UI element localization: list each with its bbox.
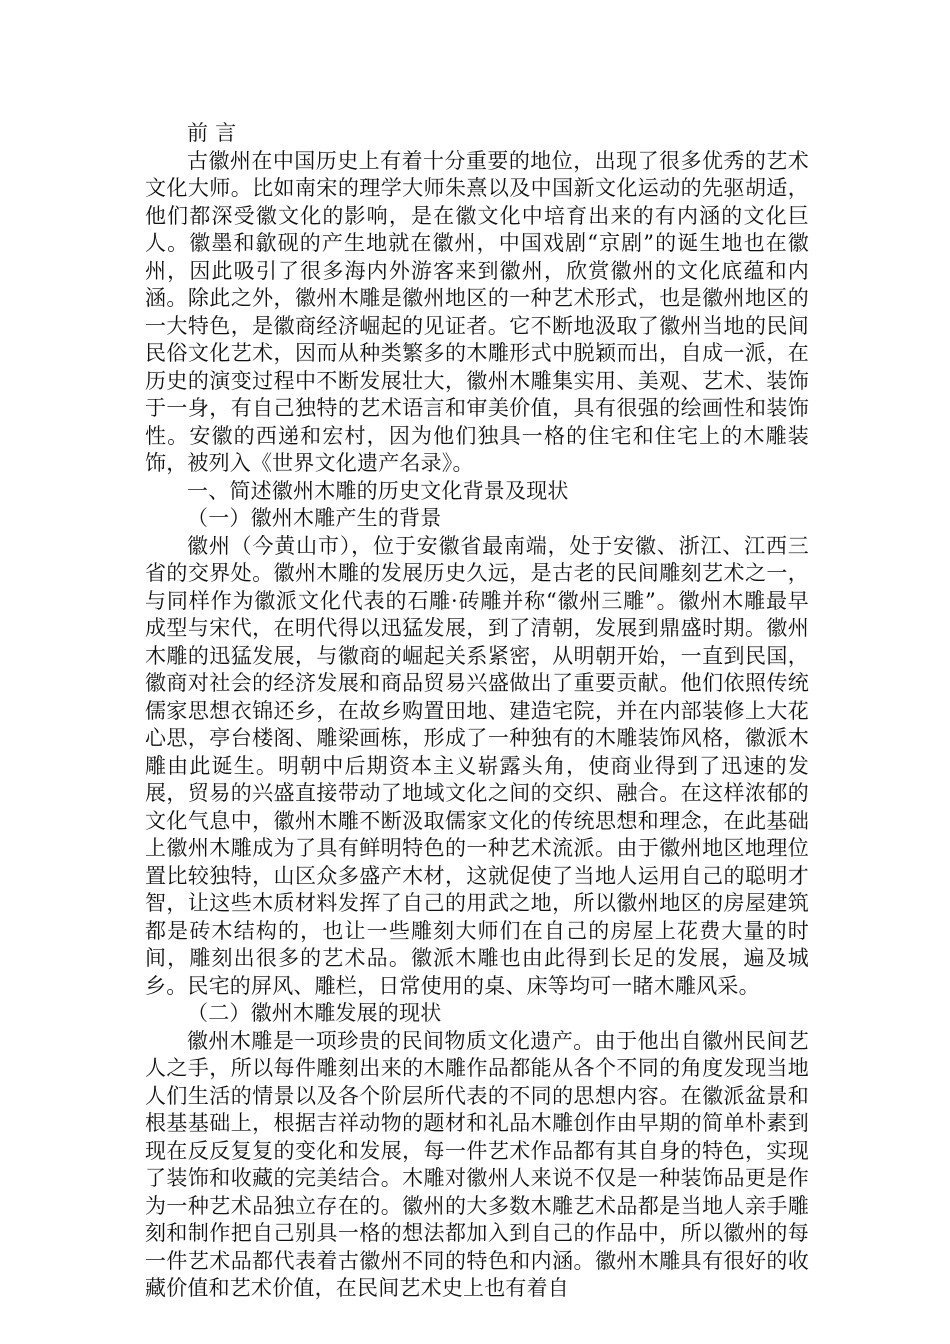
preface-paragraph: 古徽州在中国历史上有着十分重要的地位，出现了很多优秀的艺术文化大师。比如南宋的理学大师朱熹以及中国新文化运动的先驱胡适，他们都深受徽文化的影响，是在徽文化中培育出来的有内涵的文化巨人。徽墨和歙砚的产生地就在徽州，中国戏剧“京剧”的诞生地也在徽州，因此吸引了很多海内外游客来到徽州，欣赏徽州的文化底蕴和内涵。除此之外，徽州木雕是徽州地区的一种艺术形式，也是徽州地区的一大特色，是徽商经济崛起的见证者。它不断地汲取了徽州当地的民间民俗文化艺术，因而从种类繁多的木雕形式中脱颖而出，自成一派，在历史的演变过程中不断发展壮大，徽州木雕集实用、美观、艺术、装饰于一身，有自己独特的艺术语言和审美价值，具有很强的绘画性和装饰性。安徽的西递和宏村，因为他们独具一格的住宅和住宅上的木雕装饰，被列入《世界文化遗产名录》。 [145,148,809,475]
subsection-1-title: （一）徽州木雕产生的背景 [187,506,442,530]
document-page [145,120,809,1303]
section-1-title: 一、简述徽州木雕的历史文化背景及现状 [187,478,569,503]
subsection-2-paragraph: 徽州木雕是一项珍贵的民间物质文化遗产。由于他出自徽州民间艺人之手，所以每件雕刻出来的木雕作品都能从各个不同的角度发现当地人们生活的情景以及各个阶层所代表的不同的思想内容。在徽派盆景和根基基础上，根据吉祥动物的题材和礼品木雕创作由早期的简单朴素到现在反反复复的变化和发展，每一件艺术作品都有其自身的特色，实现了装饰和收藏的完美结合。木雕对徽州人来说不仅是一种装饰品更是作为一种艺术品独立存在的。徽州的大多数木雕艺术品都是当地人亲手雕刻和制作把自己别具一格的想法都加入到自己的作品中，所以徽州的每一件艺术品都代表着古徽州不同的特色和内涵。徽州木雕具有很好的收藏价值和艺术价值，在民间艺术史上也有着自 [145,1028,809,1300]
preface-title: 前 言 [187,121,237,145]
subsection-2-title: （二）徽州木雕发展的现状 [187,1001,442,1025]
subsection-1-paragraph: 徽州（今黄山市），位于安徽省最南端，处于安徽、浙江、江西三省的交界处。徽州木雕的发展历史久远，是古老的民间雕刻艺术之一，与同样作为徽派文化代表的石雕·砖雕并称“徽州三雕”。徽州木雕最早成型与宋代，在明代得以迅猛发展，到了清朝，发展到鼎盛时期。徽州木雕的迅猛发展，与徽商的崛起关系紧密，从明朝开始，一直到民国，徽商对社会的经济发展和商品贸易兴盛做出了重要贡献。他们依照传统儒家思想衣锦还乡，在故乡购置田地、建造宅院，并在内部装修上大花心思，亭台楼阁、雕梁画栋，形成了一种独有的木雕装饰风格，徽派木雕由此诞生。明朝中后期资本主义崭露头角，使商业得到了迅速的发展，贸易的兴盛直接带动了地域文化之间的交织、融合。在这样浓郁的文化气息中，徽州木雕不断汲取儒家文化的传统思想和理念，在此基础上徽州木雕成为了具有鲜明特色的一种艺术流派。由于徽州地区地理位置比较独特，山区众多盛产木材，这就促使了当地人运用自己的聪明才智，让这些木质材料发挥了自己的用武之地，所以徽州地区的房屋建筑都是砖木结构的，也让一些雕刻大师们在自己的房屋上花费大量的时间，雕刻出很多的艺术品。徽派木雕也由此得到长足的发展，遍及城乡。民宅的屏风、雕栏，日常使用的桌、床等均可一睹木雕风采。 [145,533,809,998]
